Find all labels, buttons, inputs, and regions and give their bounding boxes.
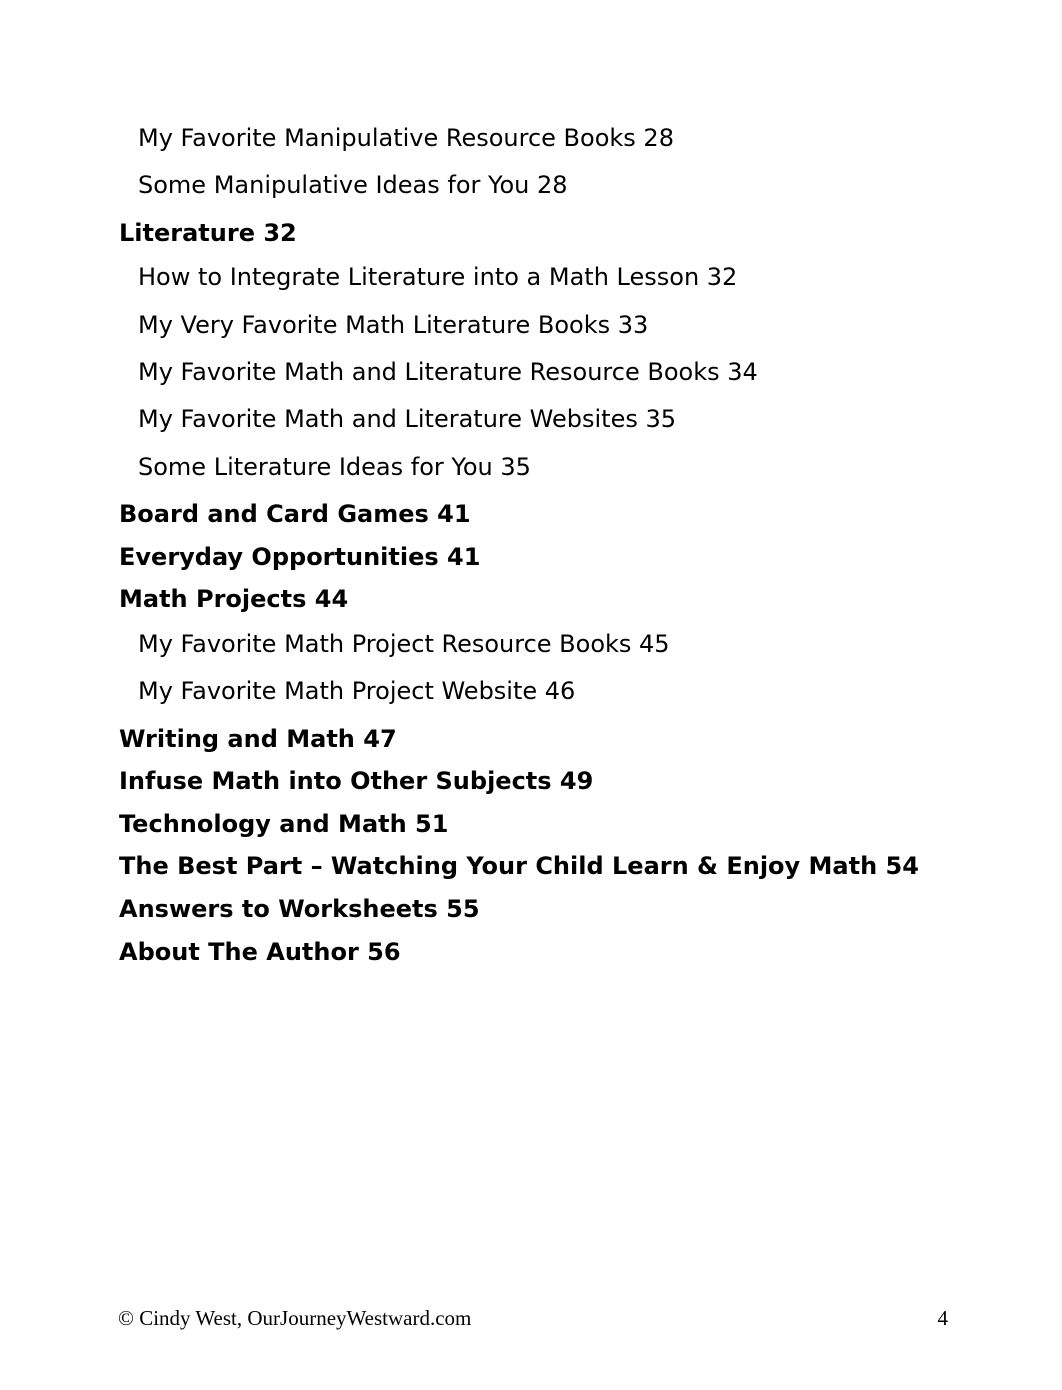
toc-entry-literature-resource-books[interactable]: My Favorite Math and Literature Resource Books 34 [138,358,758,387]
toc-entry-writing-and-math[interactable]: Writing and Math 47 [119,724,397,753]
toc-entry-math-projects[interactable]: Math Projects 44 [119,585,349,614]
toc-entry-manipulative-ideas[interactable]: Some Manipulative Ideas for You 28 [138,171,568,200]
toc-entry-infuse-math[interactable]: Infuse Math into Other Subjects 49 [119,767,594,796]
toc-entry-everyday-opportunities[interactable]: Everyday Opportunities 41 [119,542,481,571]
toc-entry-manipulative-resource-books[interactable]: My Favorite Manipulative Resource Books 28 [138,124,674,152]
toc-entry-best-part[interactable]: The Best Part – Watching Your Child Learn & Enjoy Math 54 [119,852,919,881]
footer-copyright: © Cindy West, OurJourneyWestward.com [118,1306,472,1330]
toc-entry-project-website[interactable]: My Favorite Math Project Website 46 [138,677,576,706]
toc-entry-integrate-literature[interactable]: How to Integrate Literature into a Math Lesson 32 [138,263,738,292]
toc-entry-technology-and-math[interactable]: Technology and Math 51 [119,809,449,838]
toc-entry-about-the-author[interactable]: About The Author 56 [119,937,401,966]
toc-entry-project-resource-books[interactable]: My Favorite Math Project Resource Books 45 [138,629,670,658]
toc-entry-favorite-literature-books[interactable]: My Very Favorite Math Literature Books 33 [138,310,649,339]
toc-entry-board-card-games[interactable]: Board and Card Games 41 [119,500,471,529]
toc-entry-literature-ideas[interactable]: Some Literature Ideas for You 35 [138,452,531,481]
toc-entry-literature-websites[interactable]: My Favorite Math and Literature Websites 35 [138,405,677,434]
toc-entry-literature[interactable]: Literature 32 [119,218,297,247]
toc-entry-answers-to-worksheets[interactable]: Answers to Worksheets 55 [119,895,480,924]
page-number: 4 [937,1306,948,1330]
table-of-contents [119,118,959,974]
